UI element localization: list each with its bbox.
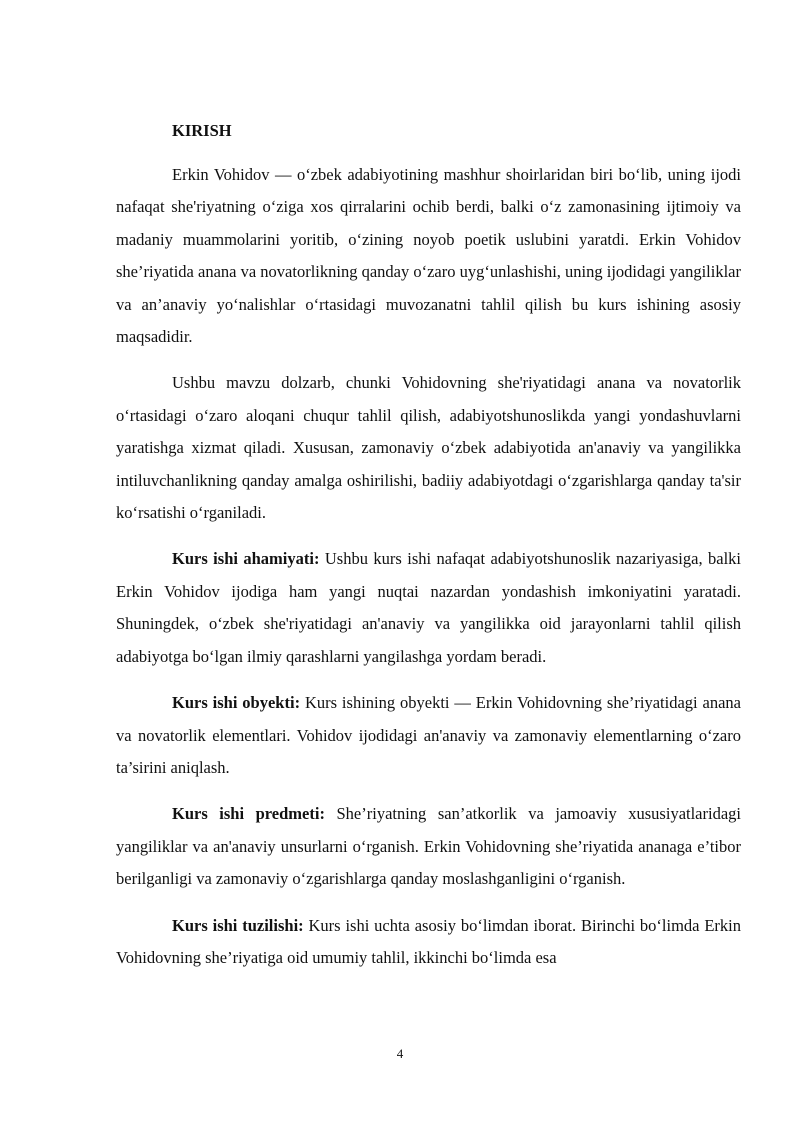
body-text xyxy=(116,159,741,974)
page-number: 4 xyxy=(396,1046,404,1061)
paragraph-introduction xyxy=(116,159,741,353)
paragraph-lead: Kurs ishi ahamiyati: xyxy=(172,549,320,569)
paragraph-text: Ushbu mavzu dolzarb, chunki Vohidovning she'riyatidagi anana va novatorlik oʻrtasidagi oʻzaro aloqani chuqur tahlil qilish, adabiyotshunoslikda yangi yondashuvlarni yaratishga xizmat qiladi. Xususan, zamonaviy oʻzbek adabiyotida an'anaviy va yangilikka intiluvchanlikning qanday amalga oshirilishi, badiiy adabiyotdagi oʻzgarishlarga qanday ta'sir koʻrsatishi oʻrganiladi. xyxy=(116,373,741,523)
paragraph-text: She’riyatning san’atkorlik va jamoaviy xususiyatlaridagi yangiliklar va an'anaviy unsurlarni oʻrganish. Erkin Vohidovning she’riyatida ananaga e’tibor berilganligi va zamonaviy oʻzgarishlarga qanday moslashganligini oʻrganish. xyxy=(116,804,741,889)
paragraph-subject xyxy=(116,798,741,895)
paragraph-text: Erkin Vohidov — oʻzbek adabiyotining mashhur shoirlaridan biri boʻlib, uning ijodi nafaqat she'riyatning oʻziga xos qirralarini ochib berdi, balki oʻz zamonasining ijtimoiy va madaniy muammolarini yoritib, oʻzining noyob poetik uslubini yaratdi. Erkin Vohidov she’riyatida anana va novatorlikning qanday oʻzaro uygʻunlashishi, uning ijodidagi yangiliklar va an’anaviy yoʻnalishlar oʻrtasidagi muvozanatni tahlil qilish bu kurs ishining asosiy maqsadidir. xyxy=(116,165,742,347)
paragraph-lead: Kurs ishi obyekti: xyxy=(172,693,301,713)
paragraph-significance xyxy=(116,543,741,673)
paragraph-object xyxy=(116,687,741,784)
paragraph-lead: Kurs ishi predmeti: xyxy=(172,804,325,824)
paragraph-text: Ushbu kurs ishi nafaqat adabiyotshunoslik nazariyasiga, balki Erkin Vohidov ijodiga ham yangi nuqtai nazardan yondashish imkoniyatini yaratadi. Shuningdek, oʻzbek she'riyatidagi an'anaviy va yangilikka oid jarayonlarni tahlil qilish adabiyotga boʻlgan ilmiy qarashlarni yangilashga yordam beradi. xyxy=(116,549,741,666)
paragraph-structure xyxy=(116,910,741,975)
paragraph-relevance xyxy=(116,367,741,529)
paragraph-text: Kurs ishining obyekti — Erkin Vohidovning she’riyatidagi anana va novatorlik elementlari. Vohidov ijodidagi an'anaviy va zamonaviy elementlarning oʻzaro ta’sirini aniqlash. xyxy=(116,693,741,777)
paragraph-lead: Kurs ishi tuzilishi: xyxy=(172,915,304,935)
paragraph-text: Kurs ishi uchta asosiy boʻlimdan iborat. Birinchi boʻlimda Erkin Vohidovning she’riyatiga oid umumiy tahlil, ikkinchi boʻlimda esa xyxy=(116,915,741,967)
section-heading: KIRISH xyxy=(172,121,232,140)
